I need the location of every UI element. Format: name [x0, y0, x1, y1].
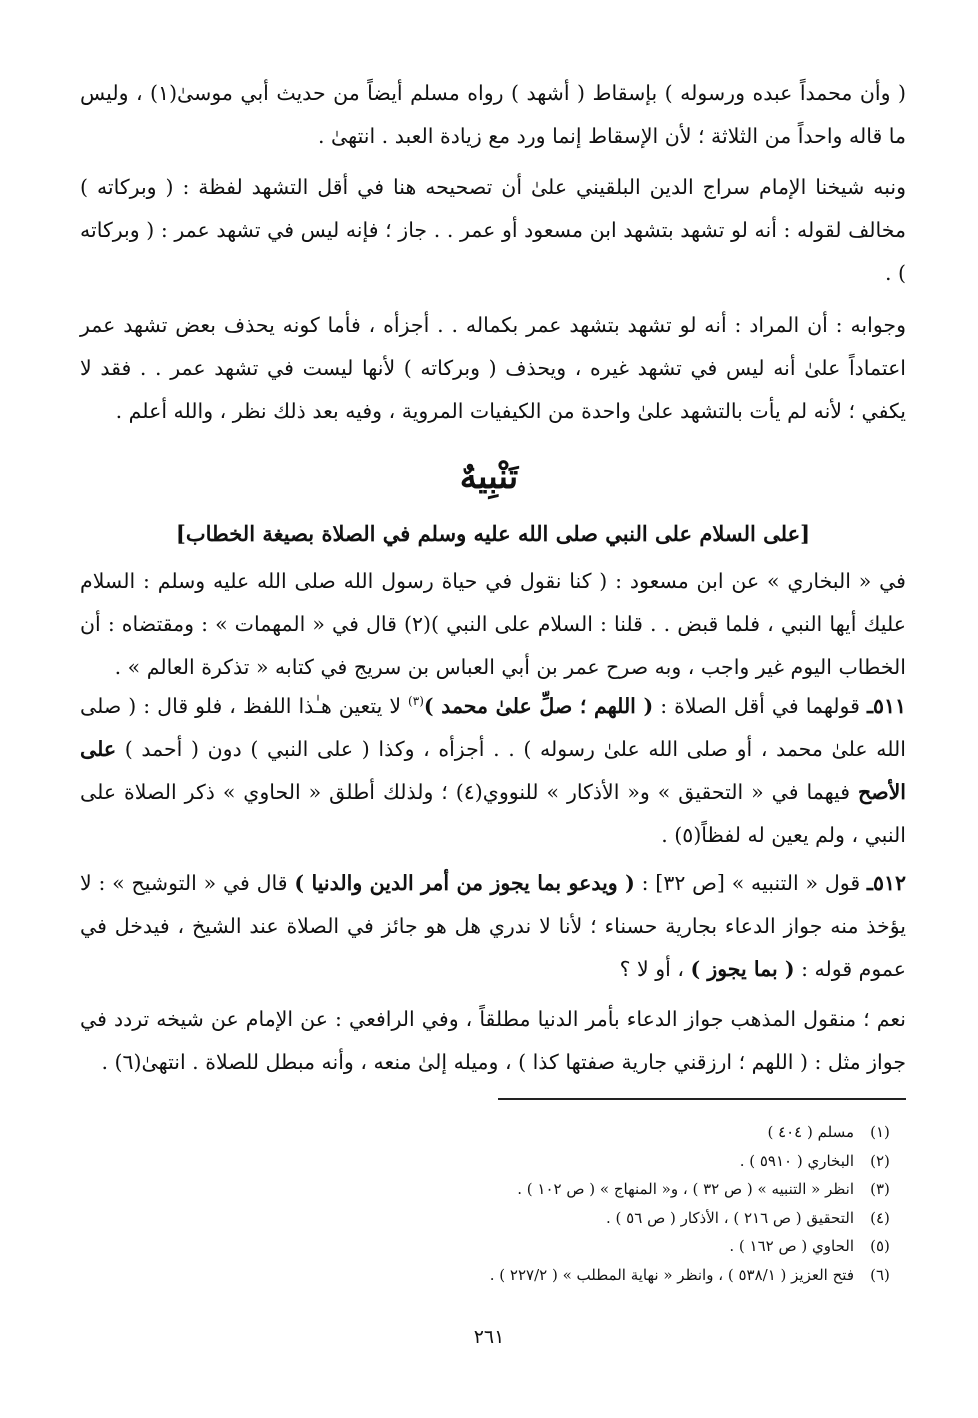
entry-512-number: ٥١٢ـ [866, 871, 906, 895]
footnote-text: انظر « التنبيه » ( ص ٣٢ ) ، و« المنهاج » ( ص ١٠٢ ) . [517, 1180, 854, 1198]
paragraph-7 [80, 998, 906, 1084]
footnote-text: فتح العزيز ( ٥٣٨/١ ) ، وانظر « نهاية المطلب » ( ٢٢٧/٢ ) . [489, 1265, 854, 1284]
entry-512 [80, 862, 906, 991]
paragraph-7-text: نعم ؛ منقول المذهب جواز الدعاء بأمر الدنيا مطلقاً ، وفي الرافعي : عن الإمام عن شيخه تردد في جواز مثل : ( اللهم ؛ ارزقني جارية صفتها كذا ) ، وميله إلىٰ منعه ، وأنه مبطل للصلاة . انتهىٰ(٦) . [80, 1007, 906, 1074]
entry-511-rest-2: فيهما في « التحقيق » و« الأذكار » للنووي(٤) ؛ ولذلك أطلق « الحاوي » ذكر الصلاة على النبي ، ولم يعين له لفظاً(٥) . [80, 780, 906, 847]
entry-511-number: ٥١١ـ [866, 694, 906, 718]
entry-512-rest: قال في « التوشيح » : لا يؤخذ منه جواز الدعاء بجارية حسناء ؛ لأنا لا ندري هل هو جائز في الصلاة عند الشيخ ، فيدخل في عموم قوله : [80, 871, 906, 981]
entry-512-quote-2: ( بما يجوز ) [690, 957, 795, 981]
footnote-item [206, 1175, 906, 1204]
footnote-number: (٢) [870, 1151, 890, 1170]
paragraph-1-text: ( وأن محمداً عبده ورسوله ) بإسقاط ( أشهد ) رواه مسلم أيضاً من حديث أبي موسىٰ(١) ، وليس ما قاله واحداً من الثلاثة ؛ لأن الإسقاط إنما ورد مع زيادة العبد . انتهىٰ . [80, 81, 906, 148]
footnote-text: البخاري ( ٥٩١٠ ) . [739, 1151, 854, 1170]
footnote-text: مسلم ( ٤٠٤ ) [767, 1123, 854, 1141]
tanbih-heading: تَنْبِيهٌ [459, 457, 519, 497]
footnote-item [206, 1261, 906, 1290]
footnote-number: (٤) [870, 1208, 890, 1227]
footnote-text: الحاوي ( ص ١٦٢ ) . [729, 1237, 854, 1255]
entry-511-lead: قولهما في أقل الصلاة : [660, 694, 860, 718]
footnote-item [206, 1147, 906, 1176]
entry-511-rest: لا يتعين هـٰذا اللفظ ، فلو قال : ( صلى الله علىٰ محمد ، أو صلى الله علىٰ رسوله ) . . أجزأه ، وكذا ( على النبي ) دون ( أحمد ) [80, 694, 906, 761]
footnote-number: (٥) [870, 1237, 890, 1255]
section-subtitle: [على السلام على النبي صلى الله عليه وسلم في الصلاة بصيغة الخطاب] [175, 521, 811, 546]
footnote-item [206, 1232, 906, 1261]
paragraph-3-text: وجوابه : أن المراد : أنه لو تشهد بتشهد عمر بكماله . . أجزأه ، فأما كونه يحذف بعض تشهد عمر اعتماداً علىٰ أنه ليس في تشهد غيره ، ويحذف ( وبركاته ) لأنها ليست في تشهد عمر . . فقد لا يكفي ؛ لأنه لم يأت بالتشهد علىٰ واحدة من الكيفيات المروية ، وفيه بعد ذلك نظر ، والله أعلم . [80, 313, 906, 423]
entry-512-rest-2: ، أو لا ؟ [619, 957, 684, 981]
entry-511-note: (٣) [408, 694, 424, 709]
paragraph-2 [80, 166, 906, 295]
page-number: ٢٦١ [473, 1326, 505, 1348]
entry-511 [80, 685, 906, 857]
footnote-divider [498, 1098, 906, 1100]
entry-512-lead: قول « التنبيه » [ص ٣٢] : [641, 871, 861, 895]
entry-511-quote: ( اللهم ؛ صلِّ علىٰ محمد ) [423, 694, 654, 718]
entry-511-emphasis: على الأصح [80, 737, 906, 804]
footnotes [206, 1118, 906, 1289]
paragraph-2-text: ونبه شيخنا الإمام سراج الدين البلقيني علىٰ أن تصحيحه هنا في أقل التشهد لفظة : ( وبركاته ) مخالف لقوله : أنه لو تشهد بتشهد ابن مسعود أو عمر . . جاز ؛ فإنه ليس في تشهد عمر : ( وبركاته ) . [80, 175, 906, 285]
footnote-number: (٣) [870, 1180, 890, 1198]
paragraph-4-text: في « البخاري » عن ابن مسعود : ( كنا نقول في حياة رسول الله صلى الله عليه وسلم : السلام عليك أيها النبي ، فلما قبض . . قلنا : السلام على النبي )(٢) قال في « المهمات » : ومقتضاه : أن الخطاب اليوم غير واجب ، وبه صرح عمر بن أبي العباس بن سريج في كتابه « تذكرة العالم » . [80, 569, 906, 679]
paragraph-4 [80, 560, 906, 689]
entry-512-quote: ( ويدعو بما يجوز من أمر الدين والدنيا ) [294, 871, 635, 895]
footnote-item [206, 1118, 906, 1147]
footnote-number: (١) [870, 1123, 890, 1141]
paragraph-3 [80, 304, 906, 433]
footnote-number: (٦) [870, 1265, 890, 1284]
footnote-item [206, 1204, 906, 1233]
paragraph-1 [80, 72, 906, 158]
footnote-text: التحقيق ( ص ٢١٦ ) ، الأذكار ( ص ٥٦ ) . [606, 1208, 854, 1227]
